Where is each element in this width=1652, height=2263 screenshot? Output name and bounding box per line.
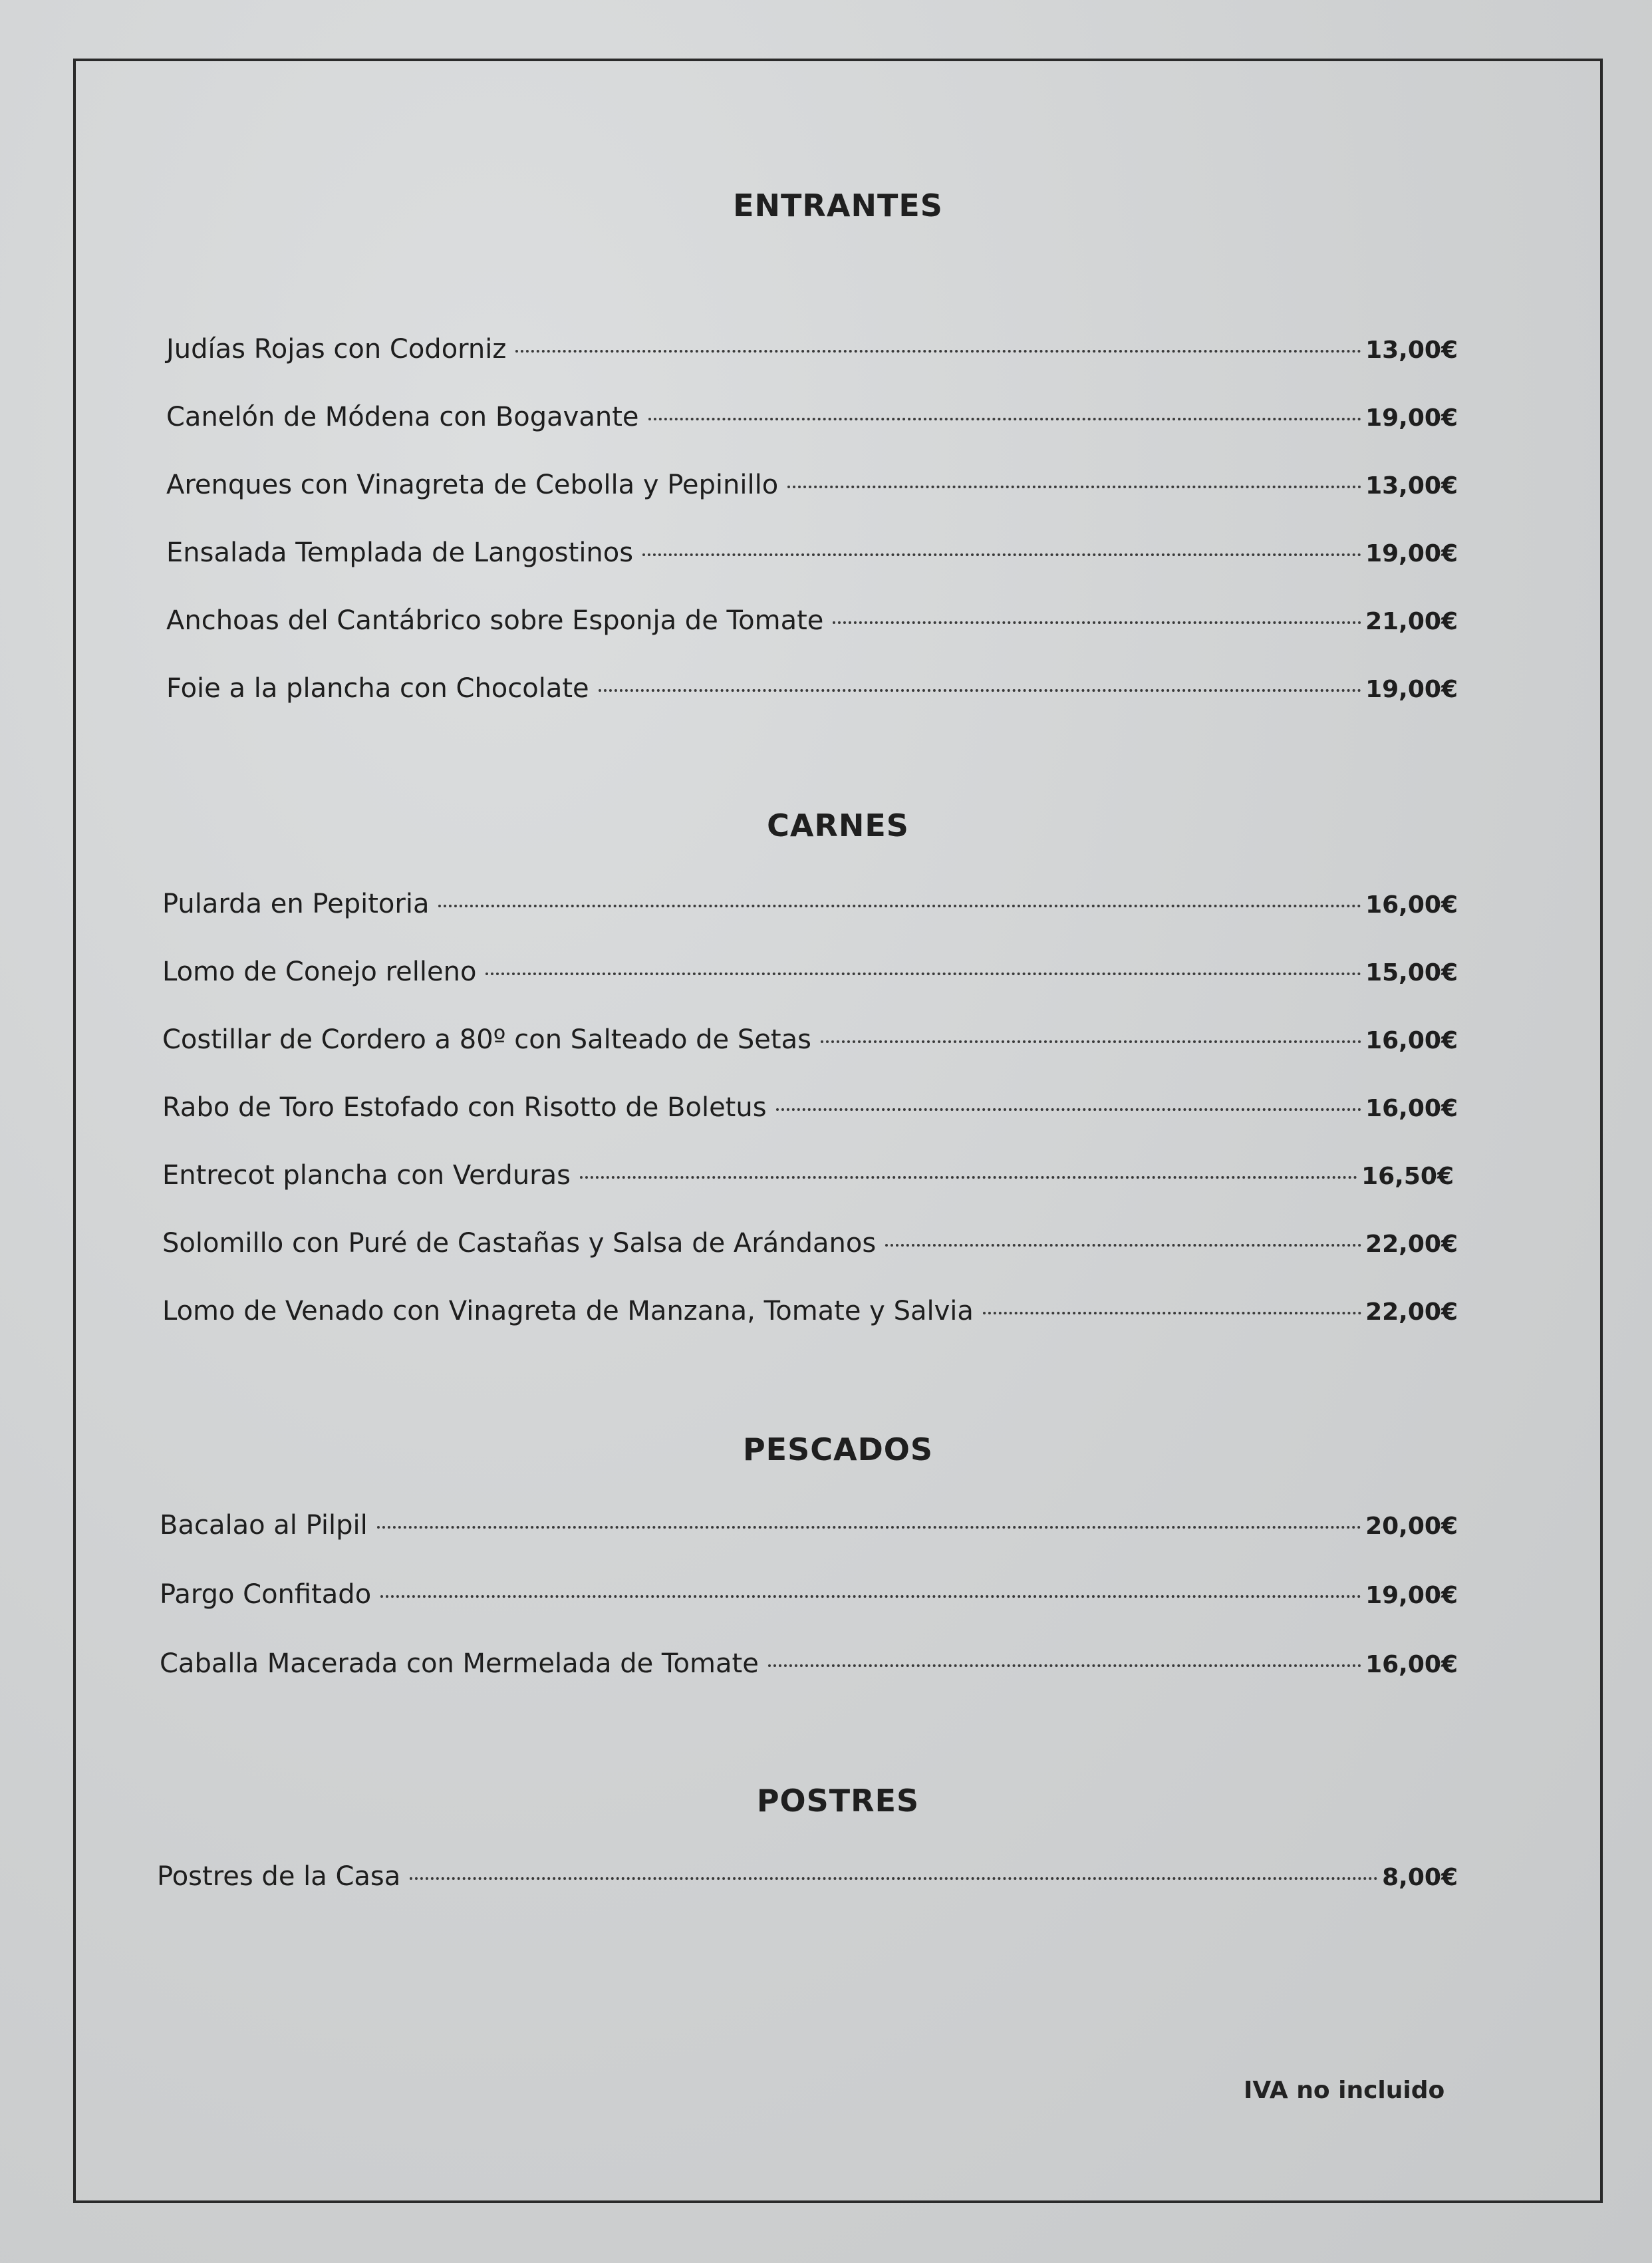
menu-item bbox=[166, 402, 1458, 432]
item-name: Bacalao al Pilpil bbox=[160, 1510, 368, 1541]
section-title-carnes: CARNES bbox=[767, 808, 909, 843]
menu-item bbox=[166, 334, 1458, 365]
item-price: 13,00€ bbox=[1365, 337, 1458, 364]
item-price: 8,00€ bbox=[1382, 1864, 1458, 1891]
menu-item bbox=[166, 605, 1458, 636]
section-title-pescados: PESCADOS bbox=[742, 1432, 934, 1467]
item-price: 16,00€ bbox=[1365, 891, 1458, 919]
item-name: Pargo Confitado bbox=[160, 1579, 372, 1610]
dotted-leader bbox=[642, 553, 1361, 556]
menu-item bbox=[162, 1296, 1458, 1326]
item-name: Lomo de Conejo relleno bbox=[162, 957, 477, 987]
item-price: 21,00€ bbox=[1365, 608, 1458, 635]
item-price: 16,00€ bbox=[1365, 1095, 1458, 1122]
item-name: Foie a la plancha con Chocolate bbox=[166, 673, 589, 704]
tax-footnote: IVA no incluido bbox=[1244, 2077, 1445, 2104]
dotted-leader bbox=[377, 1526, 1361, 1529]
item-name: Anchoas del Cantábrico sobre Esponja de Tomate bbox=[166, 605, 824, 636]
item-name: Ensalada Templada de Langostinos bbox=[166, 537, 634, 568]
dotted-leader bbox=[410, 1877, 1378, 1880]
item-name: Solomillo con Puré de Castañas y Salsa de Arándanos bbox=[162, 1228, 877, 1259]
dotted-leader bbox=[885, 1244, 1361, 1247]
dotted-leader bbox=[787, 486, 1361, 488]
item-price: 19,00€ bbox=[1365, 540, 1458, 567]
dotted-leader bbox=[768, 1664, 1361, 1667]
item-price: 15,00€ bbox=[1365, 959, 1458, 986]
menu-item bbox=[166, 673, 1458, 704]
item-name: Judías Rojas con Codorniz bbox=[166, 334, 507, 365]
section-title-postres: POSTRES bbox=[756, 1783, 920, 1819]
item-name: Costillar de Cordero a 80º con Salteado de Setas bbox=[162, 1024, 811, 1055]
item-price: 16,50€ bbox=[1361, 1163, 1454, 1190]
menu-item bbox=[166, 537, 1458, 568]
item-name: Pularda en Pepitoria bbox=[162, 889, 430, 919]
item-name: Postres de la Casa bbox=[157, 1861, 401, 1892]
item-price: 13,00€ bbox=[1365, 472, 1458, 500]
item-price: 22,00€ bbox=[1365, 1231, 1458, 1258]
dotted-leader bbox=[580, 1176, 1357, 1179]
dotted-leader bbox=[776, 1108, 1362, 1111]
item-price: 20,00€ bbox=[1365, 1513, 1458, 1540]
dotted-leader bbox=[515, 350, 1361, 353]
menu-item bbox=[162, 1228, 1458, 1259]
dotted-leader bbox=[821, 1040, 1361, 1043]
menu-item bbox=[162, 1024, 1458, 1055]
menu-item bbox=[162, 1160, 1454, 1191]
item-price: 19,00€ bbox=[1365, 1582, 1458, 1609]
dotted-leader bbox=[599, 689, 1361, 692]
item-name: Arenques con Vinagreta de Cebolla y Pepinillo bbox=[166, 470, 779, 500]
item-name: Lomo de Venado con Vinagreta de Manzana, Tomate y Salvia bbox=[162, 1296, 974, 1326]
menu-item bbox=[160, 1579, 1458, 1610]
item-name: Rabo de Toro Estofado con Risotto de Boletus bbox=[162, 1092, 767, 1123]
dotted-leader bbox=[833, 621, 1361, 624]
menu-item bbox=[162, 1092, 1458, 1123]
menu-item bbox=[162, 957, 1458, 987]
section-title-entrantes: ENTRANTES bbox=[733, 188, 943, 224]
item-name: Entrecot plancha con Verduras bbox=[162, 1160, 571, 1191]
item-price: 22,00€ bbox=[1365, 1298, 1458, 1326]
menu-item bbox=[166, 470, 1458, 500]
dotted-leader bbox=[438, 905, 1361, 907]
menu-item bbox=[160, 1648, 1458, 1679]
item-name: Canelón de Módena con Bogavante bbox=[166, 402, 639, 432]
menu-border-frame bbox=[73, 59, 1603, 2203]
item-price: 16,00€ bbox=[1365, 1027, 1458, 1054]
dotted-leader bbox=[983, 1312, 1361, 1314]
menu-item bbox=[162, 889, 1458, 919]
item-name: Caballa Macerada con Mermelada de Tomate bbox=[160, 1648, 759, 1679]
dotted-leader bbox=[380, 1595, 1361, 1598]
item-price: 19,00€ bbox=[1365, 404, 1458, 432]
menu-item bbox=[157, 1861, 1458, 1892]
dotted-leader bbox=[485, 973, 1361, 975]
menu-item bbox=[160, 1510, 1458, 1541]
item-price: 19,00€ bbox=[1365, 676, 1458, 703]
item-price: 16,00€ bbox=[1365, 1651, 1458, 1678]
dotted-leader bbox=[648, 418, 1362, 420]
